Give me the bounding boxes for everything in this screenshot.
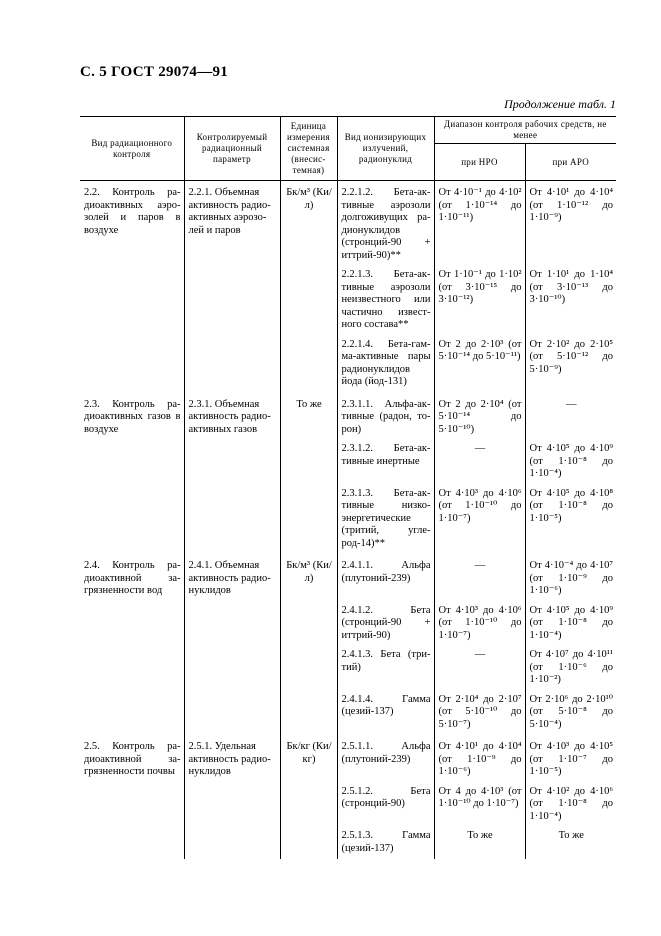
cell-parameter: 2.2.1. Объемная активность радио-активных аэрозо-лей и паров — [184, 181, 280, 267]
header-control-type: Вид радиационного контроля — [80, 117, 184, 181]
header-parameter: Контролируемый радиационный параметр — [184, 117, 280, 181]
table-row — [80, 691, 616, 736]
cell-range-apo: От 1·10¹ до 1·10⁴ (от 3·10⁻¹³ до 3·10⁻¹⁰) — [525, 266, 616, 336]
table-row — [80, 440, 616, 485]
table-row — [80, 783, 616, 828]
cell-unit — [280, 691, 337, 736]
cell-range-npo: От 4·10⁻¹ до 4·10² (от 1·10⁻¹⁴ до 1·10⁻¹¹) — [434, 181, 525, 267]
cell-range-npo: От 4·10³ до 4·10⁶ (от 1·10⁻¹⁰ до 1·10⁻⁷) — [434, 602, 525, 647]
page-title: С. 5 ГОСТ 29074—91 — [80, 64, 229, 80]
cell-unit — [280, 336, 337, 393]
cell-parameter: 2.4.1. Объемная активность радио-нуклидов — [184, 554, 280, 602]
cell-range-apo: От 2·10² до 2·10⁵ (от 5·10⁻¹² до 5·10⁻⁹) — [525, 336, 616, 393]
cell-range-npo: От 2·10⁴ до 2·10⁷ (от 5·10⁻¹⁰ до 5·10⁻⁷) — [434, 691, 525, 736]
cell-unit: Бк/м³ (Ки/л) — [280, 554, 337, 602]
cell-radiation: 2.3.1.2. Бета-ак-тивные инертные — [337, 440, 434, 485]
cell-radiation: 2.4.1.3. Бета (три-тий) — [337, 646, 434, 691]
table-row — [80, 181, 616, 267]
cell-range-npo: От 2 до 2·10⁴ (от 5·10⁻¹⁴ до 5·10⁻¹⁰) — [434, 393, 525, 441]
table-row — [80, 554, 616, 602]
cell-control-type: 2.4. Контроль ра-диоактивной за-грязненности вод — [80, 554, 184, 602]
cell-radiation: 2.5.1.1. Альфа (плутоний-239) — [337, 735, 434, 783]
cell-range-apo: От 4·10² до 4·10⁶ (от 1·10⁻⁸ до 1·10⁻⁴) — [525, 783, 616, 828]
cell-radiation: 2.5.1.2. Бета (стронций-90) — [337, 783, 434, 828]
cell-range-npo: От 4·10³ до 4·10⁶ (от 1·10⁻¹⁰ до 1·10⁻⁷) — [434, 485, 525, 555]
cell-parameter — [184, 266, 280, 336]
cell-radiation: 2.3.1.3. Бета-ак-тивные низко-энергетические (тритий, угле-род-14)** — [337, 485, 434, 555]
table-row — [80, 393, 616, 441]
cell-unit: То же — [280, 393, 337, 441]
cell-range-npo: — — [434, 646, 525, 691]
cell-control-type — [80, 783, 184, 828]
table-continuation-label: Продолжение табл. 1 — [504, 97, 616, 111]
cell-parameter — [184, 691, 280, 736]
table-body — [80, 181, 616, 860]
cell-radiation: 2.2.1.3. Бета-ак-тивные аэрозоли неизвестного или частично извест-ного состава** — [337, 266, 434, 336]
table-row — [80, 602, 616, 647]
cell-parameter — [184, 440, 280, 485]
header-unit: Единица измерения системная (внесис-темная) — [280, 117, 337, 181]
cell-radiation: 2.2.1.4. Бета-гам-ма-активные пары радионуклидов йода (йод-131) — [337, 336, 434, 393]
cell-range-apo: То же — [525, 827, 616, 859]
cell-radiation: 2.3.1.1. Альфа-ак-тивные (радон, то-рон) — [337, 393, 434, 441]
cell-unit: Бк/м³ (Ки/л) — [280, 181, 337, 267]
cell-radiation: 2.2.1.2. Бета-ак-тивные аэрозоли долгоживущих ра-дионуклидов (стронций-90 + иттрий-90)** — [337, 181, 434, 267]
cell-range-apo: От 4·10¹ до 4·10⁴ (от 1·10⁻¹² до 1·10⁻⁹) — [525, 181, 616, 267]
cell-parameter — [184, 646, 280, 691]
cell-range-npo: От 4·10¹ до 4·10⁴ (от 1·10⁻⁹ до 1·10⁻⁶) — [434, 735, 525, 783]
cell-unit — [280, 602, 337, 647]
cell-parameter: 2.5.1. Удельная активность радио-нуклидов — [184, 735, 280, 783]
cell-range-apo: От 4·10⁵ до 4·10⁸ (от 1·10⁻⁸ до 1·10⁻⁵) — [525, 485, 616, 555]
radiation-control-table — [80, 116, 616, 859]
cell-range-apo: От 4·10⁷ до 4·10¹¹ (от 1·10⁻⁶ до 1·10⁻²) — [525, 646, 616, 691]
cell-control-type — [80, 646, 184, 691]
cell-control-type — [80, 602, 184, 647]
table-row — [80, 336, 616, 393]
cell-control-type — [80, 266, 184, 336]
cell-control-type: 2.2. Контроль ра-диоактивных аэро-золей и паров в воздухе — [80, 181, 184, 267]
cell-range-npo: От 4 до 4·10³ (от 1·10⁻¹⁰ до 1·10⁻⁷) — [434, 783, 525, 828]
cell-control-type: 2.3. Контроль ра-диоактивных газов в воздухе — [80, 393, 184, 441]
cell-unit — [280, 485, 337, 555]
cell-control-type — [80, 336, 184, 393]
cell-range-apo: От 4·10⁵ до 4·10⁹ (от 1·10⁻⁸ до 1·10⁻⁴) — [525, 602, 616, 647]
cell-parameter: 2.3.1. Объемная активность радио-активных газов — [184, 393, 280, 441]
cell-parameter — [184, 783, 280, 828]
header-apo: при АРО — [525, 144, 616, 181]
cell-parameter — [184, 602, 280, 647]
table-row — [80, 266, 616, 336]
header-npo: при НРО — [434, 144, 525, 181]
cell-parameter — [184, 485, 280, 555]
table-row — [80, 735, 616, 783]
cell-control-type — [80, 827, 184, 859]
cell-parameter — [184, 336, 280, 393]
cell-unit — [280, 783, 337, 828]
cell-control-type — [80, 485, 184, 555]
cell-range-apo: От 4·10⁵ до 4·10⁹ (от 1·10⁻⁸ до 1·10⁻⁴) — [525, 440, 616, 485]
table-row — [80, 485, 616, 555]
header-range: Диапазон контроля рабочих средств, не менее — [434, 117, 616, 144]
cell-parameter — [184, 827, 280, 859]
cell-unit — [280, 266, 337, 336]
cell-control-type: 2.5. Контроль ра-диоактивной за-грязненности почвы — [80, 735, 184, 783]
cell-range-npo: — — [434, 554, 525, 602]
cell-radiation: 2.5.1.3. Гамма (цезий-137) — [337, 827, 434, 859]
table-row — [80, 827, 616, 859]
cell-radiation: 2.4.1.4. Гамма (цезий-137) — [337, 691, 434, 736]
header-radiation-type: Вид ионизирующих излучений, радионуклид — [337, 117, 434, 181]
cell-unit — [280, 440, 337, 485]
cell-range-npo: От 2 до 2·10³ (от 5·10⁻¹⁴ до 5·10⁻¹¹) — [434, 336, 525, 393]
cell-unit: Бк/кг (Ки/кг) — [280, 735, 337, 783]
cell-range-apo: От 4·10⁻⁴ до 4·10⁷ (от 1·10⁻⁹ до 1·10⁻⁶) — [525, 554, 616, 602]
cell-range-npo: — — [434, 440, 525, 485]
cell-radiation: 2.4.1.1. Альфа (плутоний-239) — [337, 554, 434, 602]
cell-unit — [280, 827, 337, 859]
cell-range-apo: От 4·10³ до 4·10⁵ (от 1·10⁻⁷ до 1·10⁻⁵) — [525, 735, 616, 783]
cell-range-apo: — — [525, 393, 616, 441]
cell-control-type — [80, 440, 184, 485]
cell-control-type — [80, 691, 184, 736]
table-row — [80, 646, 616, 691]
cell-range-npo: То же — [434, 827, 525, 859]
cell-unit — [280, 646, 337, 691]
cell-radiation: 2.4.1.2. Бета (стронций-90 + иттрий-90) — [337, 602, 434, 647]
cell-range-apo: От 2·10⁶ до 2·10¹⁰ (от 5·10⁻⁸ до 5·10⁻⁴) — [525, 691, 616, 736]
cell-range-npo: От 1·10⁻¹ до 1·10² (от 3·10⁻¹⁵ до 3·10⁻¹²) — [434, 266, 525, 336]
